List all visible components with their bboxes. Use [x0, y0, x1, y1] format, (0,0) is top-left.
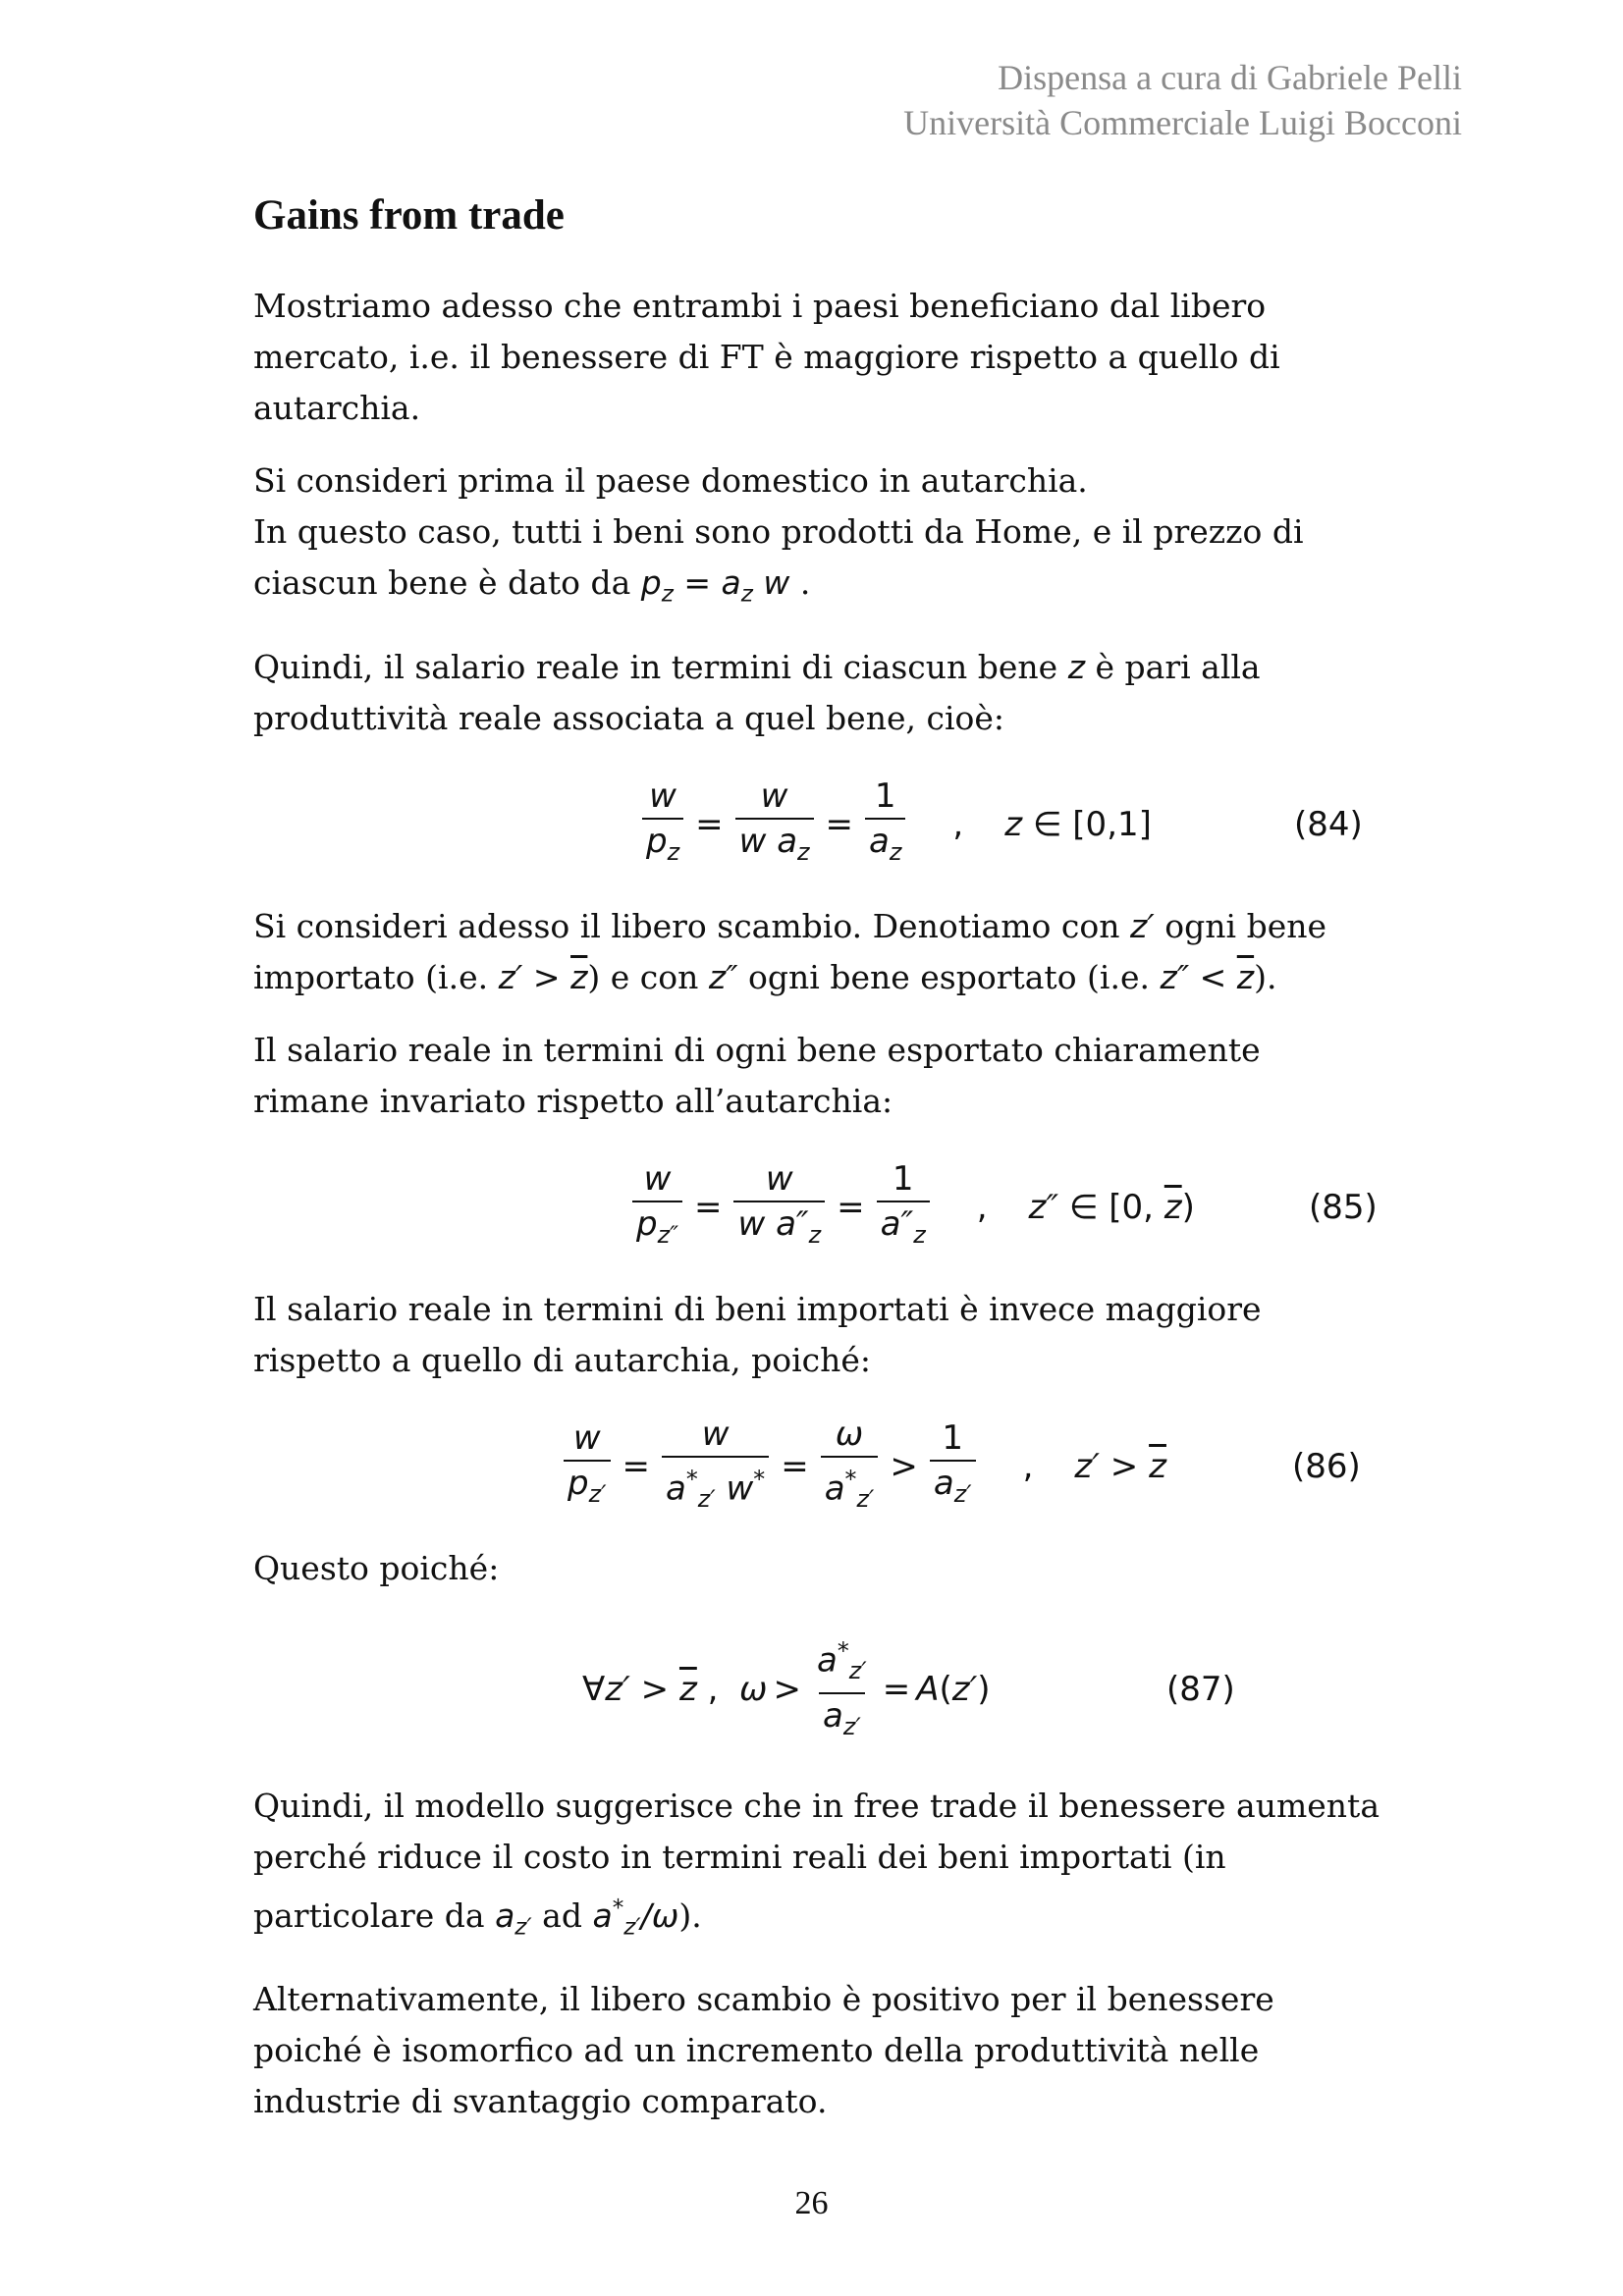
- running-header: [903, 55, 1462, 145]
- paragraph-imported: Il salario reale in termini di beni importati è invece maggiore rispetto a quello di autarchia, poiché:: [253, 1289, 1262, 1379]
- equation-number-84: (84): [1294, 804, 1363, 844]
- paragraph-alternative: Alternativamente, il libero scambio è positivo per il benessere poiché è isomorfico ad un incremento della produttività nelle industrie di svantaggio comparato.: [253, 1980, 1274, 2121]
- equation-number-86: (86): [1292, 1446, 1361, 1486]
- paragraph-autarchy: Si consideri prima il paese domestico in autarchia.: [253, 461, 1088, 500]
- paragraph-free-trade: Si consideri adesso il libero scambio. Denotiamo con z′ ogni bene importato (i.e. $z' > \overline{z}$) e con z″ ogni bene esportato (i.e. $z'' < \overline{z}$).: [253, 906, 1327, 996]
- page-body: [253, 187, 1382, 2149]
- page-number: 26: [794, 2185, 829, 2221]
- paragraph-real-wage: Quindi, il salario reale in termini di ciascun bene z è pari alla produttività reale associata a quel bene, cioè:: [253, 647, 1261, 737]
- equation-86: $\frac{w}{p_{z'}}$ = $\frac{w}{a^*_{z'} w^*}$ = $\frac{\omega}{a^*_{z'}}$ > $\frac{1}{a_{z'}}$ , $z' > \overline{z}$ (86): [253, 1408, 1382, 1525]
- equation-84: $\frac{w}{p_z}$ = $\frac{w}{w a_z}$ = $\frac{1}{a_z}$ , z ∈ [0,1] (84): [253, 766, 1382, 883]
- paragraph-because: Questo poiché:: [253, 1548, 500, 1587]
- paragraph-price: In questo caso, tutti i beni sono prodotti da Home, e il prezzo di ciascun bene è dato da $p_z = a_z$ w .: [253, 512, 1304, 608]
- paragraph-exported: Il salario reale in termini di ogni bene esportato chiaramente rimane invariato rispetto all’autarchia:: [253, 1030, 1261, 1120]
- equation-87: ∀z′ > $\overline{z}$ , ω > $\frac{a^*_{z'}}{a_{z'}}$ = A(z′) (87): [253, 1616, 1382, 1763]
- paragraph-intro: Mostriamo adesso che entrambi i paesi beneficiano dal libero mercato, i.e. il benessere di FT è maggiore rispetto a quello di autarchia.: [253, 287, 1280, 427]
- paragraph-conclusion: Quindi, il modello suggerisce che in free trade il benessere aumenta perché riduce il costo in termini reali dei beni importati (in particolare da $a_{z'}$ ad $a^*_{z'}/\omega$).: [253, 1786, 1380, 1941]
- equation-number-87: (87): [1166, 1669, 1235, 1709]
- equation-number-85: (85): [1309, 1187, 1378, 1227]
- section-title: Gains from trade: [253, 192, 565, 239]
- equation-85: $\frac{w}{p_{z''}}$ = $\frac{w}{w a''_z}$ = $\frac{1}{a''_z}$ , z″ ∈ [0, $\overline{z}$) (85): [253, 1148, 1382, 1266]
- header-line-2: Università Commerciale Luigi Bocconi: [903, 103, 1462, 142]
- header-line-1: Dispensa a cura di Gabriele Pelli: [998, 58, 1462, 97]
